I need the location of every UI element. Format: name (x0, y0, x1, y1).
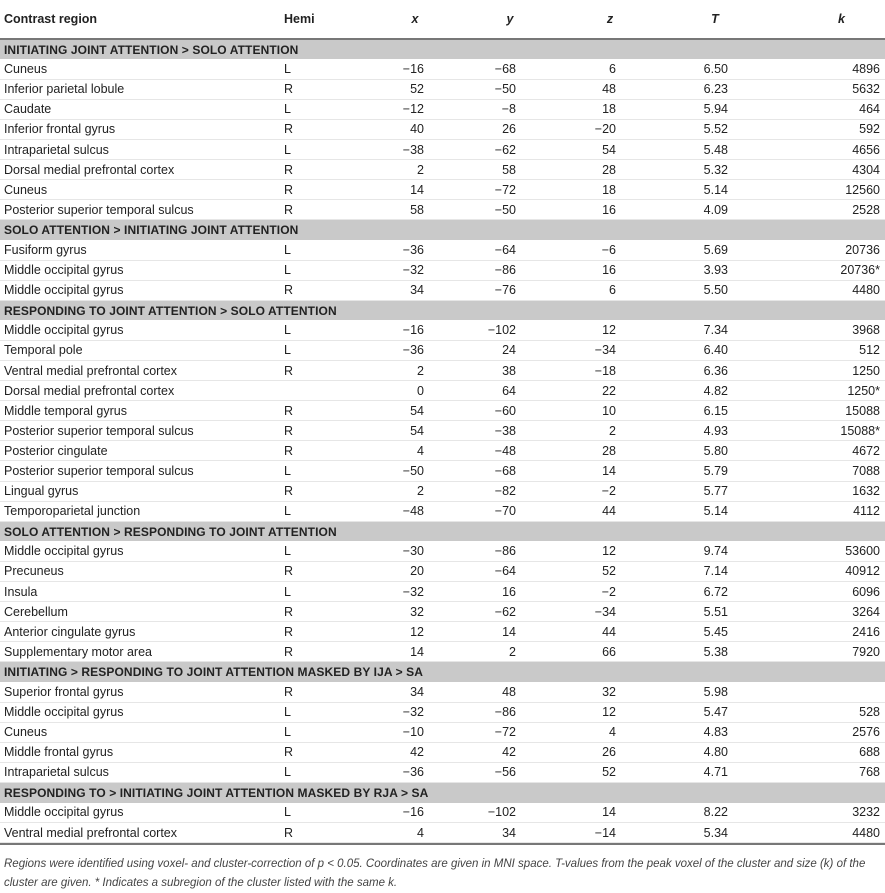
hemi-cell: L (280, 541, 370, 561)
section-title: RESPONDING TO > INITIATING JOINT ATTENTION MASKED BY RJA > SA (0, 782, 885, 802)
table-row (0, 541, 885, 561)
t-cell: 5.45 (660, 622, 770, 642)
z-cell: 12 (560, 541, 660, 561)
y-cell: −72 (460, 722, 560, 742)
x-cell: 2 (370, 160, 460, 180)
hemi-cell: R (280, 823, 370, 843)
t-cell: 6.23 (660, 79, 770, 99)
k-cell: 1250 (770, 361, 885, 381)
region-cell: Middle occipital gyrus (0, 803, 280, 823)
y-cell: −48 (460, 441, 560, 461)
t-cell: 4.83 (660, 722, 770, 742)
z-cell: 44 (560, 501, 660, 521)
z-cell: 10 (560, 401, 660, 421)
k-cell: 688 (770, 742, 885, 762)
table-row (0, 119, 885, 139)
table-row (0, 180, 885, 200)
k-cell: 40912 (770, 561, 885, 581)
table-row (0, 260, 885, 280)
k-cell: 3232 (770, 803, 885, 823)
table-row (0, 622, 885, 642)
region-cell: Fusiform gyrus (0, 240, 280, 260)
table-row (0, 461, 885, 481)
hemi-cell: R (280, 79, 370, 99)
y-cell: −50 (460, 79, 560, 99)
hemi-cell: R (280, 401, 370, 421)
k-cell: 4304 (770, 160, 885, 180)
table-row (0, 401, 885, 421)
k-cell: 3264 (770, 602, 885, 622)
table-row (0, 561, 885, 581)
hemi-cell: R (280, 602, 370, 622)
hemi-cell: R (280, 642, 370, 662)
table-row (0, 682, 885, 702)
y-cell: 2 (460, 642, 560, 662)
x-cell: −32 (370, 702, 460, 722)
region-cell: Middle occipital gyrus (0, 320, 280, 340)
y-cell: −86 (460, 702, 560, 722)
hemi-cell (280, 381, 370, 401)
hemi-cell: L (280, 722, 370, 742)
hemi-cell: R (280, 622, 370, 642)
table-row (0, 340, 885, 360)
x-cell: −10 (370, 722, 460, 742)
t-cell: 5.14 (660, 501, 770, 521)
hemi-cell: R (280, 200, 370, 220)
k-cell: 464 (770, 99, 885, 119)
y-cell: −82 (460, 481, 560, 501)
region-cell: Superior frontal gyrus (0, 682, 280, 702)
hemi-cell: L (280, 582, 370, 602)
region-cell: Posterior superior temporal sulcus (0, 421, 280, 441)
z-cell: −14 (560, 823, 660, 843)
x-cell: −36 (370, 240, 460, 260)
hemi-cell: L (280, 99, 370, 119)
y-cell: 34 (460, 823, 560, 843)
k-cell: 2528 (770, 200, 885, 220)
t-cell: 5.51 (660, 602, 770, 622)
t-cell: 5.38 (660, 642, 770, 662)
y-cell: 24 (460, 340, 560, 360)
z-cell: −2 (560, 481, 660, 501)
t-cell: 5.52 (660, 119, 770, 139)
t-cell: 5.79 (660, 461, 770, 481)
table-row (0, 441, 885, 461)
region-cell: Anterior cingulate gyrus (0, 622, 280, 642)
t-cell: 7.14 (660, 561, 770, 581)
y-cell: −38 (460, 421, 560, 441)
hemi-cell: R (280, 280, 370, 300)
x-cell: 34 (370, 280, 460, 300)
t-cell: 3.93 (660, 260, 770, 280)
header-t: T (660, 0, 770, 39)
y-cell: −86 (460, 541, 560, 561)
k-cell: 2416 (770, 622, 885, 642)
header-hemi: Hemi (280, 0, 370, 39)
hemi-cell: R (280, 561, 370, 581)
region-cell: Posterior superior temporal sulcus (0, 461, 280, 481)
t-cell: 6.36 (660, 361, 770, 381)
section-title: INITIATING JOINT ATTENTION > SOLO ATTENTION (0, 39, 885, 59)
hemi-cell: L (280, 762, 370, 782)
x-cell: 14 (370, 180, 460, 200)
z-cell: 28 (560, 441, 660, 461)
y-cell: −86 (460, 260, 560, 280)
section-title: SOLO ATTENTION > INITIATING JOINT ATTENTION (0, 220, 885, 240)
z-cell: 14 (560, 803, 660, 823)
region-cell: Middle frontal gyrus (0, 742, 280, 762)
z-cell: −6 (560, 240, 660, 260)
k-cell: 7920 (770, 642, 885, 662)
t-cell: 5.47 (660, 702, 770, 722)
x-cell: 20 (370, 561, 460, 581)
y-cell: 14 (460, 622, 560, 642)
t-cell: 4.71 (660, 762, 770, 782)
table-footnote: Regions were identified using voxel- and cluster-correction of p < 0.05. Coordinates are given in MNI space. T-values from the peak voxel of the cluster and size (k) of the cluster are given. * Indicates a subregion of the cluster listed with the same k. (0, 843, 885, 893)
t-cell: 9.74 (660, 541, 770, 561)
z-cell: −18 (560, 361, 660, 381)
z-cell: 22 (560, 381, 660, 401)
region-cell: Caudate (0, 99, 280, 119)
table-row (0, 501, 885, 521)
t-cell: 4.93 (660, 421, 770, 441)
z-cell: 66 (560, 642, 660, 662)
table-row (0, 320, 885, 340)
k-cell: 592 (770, 119, 885, 139)
table-row (0, 722, 885, 742)
header-z: z (560, 0, 660, 39)
hemi-cell: L (280, 702, 370, 722)
k-cell: 6096 (770, 582, 885, 602)
header-x: x (370, 0, 460, 39)
k-cell: 20736* (770, 260, 885, 280)
z-cell: 12 (560, 702, 660, 722)
region-cell: Insula (0, 582, 280, 602)
x-cell: 12 (370, 622, 460, 642)
t-cell: 4.80 (660, 742, 770, 762)
t-cell: 5.14 (660, 180, 770, 200)
t-cell: 7.34 (660, 320, 770, 340)
y-cell: −72 (460, 180, 560, 200)
z-cell: 12 (560, 320, 660, 340)
hemi-cell: L (280, 139, 370, 159)
x-cell: −16 (370, 803, 460, 823)
x-cell: −32 (370, 260, 460, 280)
t-cell: 5.94 (660, 99, 770, 119)
hemi-cell: L (280, 803, 370, 823)
hemi-cell: R (280, 160, 370, 180)
z-cell: 14 (560, 461, 660, 481)
x-cell: −48 (370, 501, 460, 521)
y-cell: −60 (460, 401, 560, 421)
k-cell: 5632 (770, 79, 885, 99)
k-cell: 4896 (770, 59, 885, 79)
region-cell: Cuneus (0, 722, 280, 742)
region-cell: Posterior cingulate (0, 441, 280, 461)
header-contrast-region: Contrast region (0, 0, 280, 39)
k-cell: 12560 (770, 180, 885, 200)
hemi-cell: R (280, 421, 370, 441)
table-body (0, 39, 885, 843)
k-cell: 4480 (770, 280, 885, 300)
section-header-row (0, 782, 885, 802)
hemi-cell: R (280, 361, 370, 381)
x-cell: −36 (370, 762, 460, 782)
x-cell: −32 (370, 582, 460, 602)
table-row (0, 139, 885, 159)
z-cell: 16 (560, 200, 660, 220)
k-cell: 768 (770, 762, 885, 782)
section-title: INITIATING > RESPONDING TO JOINT ATTENTION MASKED BY IJA > SA (0, 662, 885, 682)
k-cell: 53600 (770, 541, 885, 561)
y-cell: −50 (460, 200, 560, 220)
t-cell: 6.40 (660, 340, 770, 360)
table-row (0, 79, 885, 99)
y-cell: −8 (460, 99, 560, 119)
x-cell: 58 (370, 200, 460, 220)
k-cell: 3968 (770, 320, 885, 340)
x-cell: −30 (370, 541, 460, 561)
region-cell: Temporoparietal junction (0, 501, 280, 521)
header-row (0, 0, 885, 39)
region-cell: Middle occipital gyrus (0, 260, 280, 280)
z-cell: 16 (560, 260, 660, 280)
section-header-row (0, 521, 885, 541)
hemi-cell: R (280, 119, 370, 139)
t-cell: 5.69 (660, 240, 770, 260)
y-cell: −70 (460, 501, 560, 521)
region-cell: Supplementary motor area (0, 642, 280, 662)
region-cell: Ventral medial prefrontal cortex (0, 361, 280, 381)
t-cell: 6.72 (660, 582, 770, 602)
y-cell: 16 (460, 582, 560, 602)
region-cell: Intraparietal sulcus (0, 139, 280, 159)
table-row (0, 200, 885, 220)
section-header-row (0, 39, 885, 59)
region-cell: Precuneus (0, 561, 280, 581)
section-header-row (0, 662, 885, 682)
hemi-cell: L (280, 240, 370, 260)
z-cell: −2 (560, 582, 660, 602)
y-cell: −64 (460, 561, 560, 581)
k-cell: 2576 (770, 722, 885, 742)
y-cell: −68 (460, 461, 560, 481)
x-cell: 54 (370, 401, 460, 421)
section-header-row (0, 300, 885, 320)
y-cell: −62 (460, 139, 560, 159)
y-cell: 42 (460, 742, 560, 762)
table-row (0, 160, 885, 180)
y-cell: 64 (460, 381, 560, 401)
hemi-cell: R (280, 481, 370, 501)
z-cell: 44 (560, 622, 660, 642)
y-cell: −62 (460, 602, 560, 622)
z-cell: 26 (560, 742, 660, 762)
hemi-cell: L (280, 340, 370, 360)
hemi-cell: L (280, 59, 370, 79)
y-cell: −102 (460, 803, 560, 823)
region-cell: Posterior superior temporal sulcus (0, 200, 280, 220)
k-cell (770, 682, 885, 702)
t-cell: 8.22 (660, 803, 770, 823)
k-cell: 528 (770, 702, 885, 722)
x-cell: 52 (370, 79, 460, 99)
section-header-row (0, 220, 885, 240)
y-cell: −64 (460, 240, 560, 260)
header-k: k (770, 0, 885, 39)
t-cell: 5.50 (660, 280, 770, 300)
z-cell: −20 (560, 119, 660, 139)
x-cell: −36 (370, 340, 460, 360)
table-row (0, 742, 885, 762)
k-cell: 4112 (770, 501, 885, 521)
region-cell: Inferior frontal gyrus (0, 119, 280, 139)
z-cell: 4 (560, 722, 660, 742)
z-cell: −34 (560, 602, 660, 622)
z-cell: 48 (560, 79, 660, 99)
x-cell: 4 (370, 823, 460, 843)
k-cell: 512 (770, 340, 885, 360)
table-row (0, 59, 885, 79)
region-cell: Lingual gyrus (0, 481, 280, 501)
table-row (0, 702, 885, 722)
y-cell: −76 (460, 280, 560, 300)
t-cell: 5.32 (660, 160, 770, 180)
z-cell: 18 (560, 99, 660, 119)
t-cell: 5.48 (660, 139, 770, 159)
region-cell: Temporal pole (0, 340, 280, 360)
z-cell: 2 (560, 421, 660, 441)
y-cell: −102 (460, 320, 560, 340)
x-cell: −50 (370, 461, 460, 481)
table-row (0, 99, 885, 119)
section-title: RESPONDING TO JOINT ATTENTION > SOLO ATTENTION (0, 300, 885, 320)
hemi-cell: R (280, 742, 370, 762)
x-cell: 2 (370, 481, 460, 501)
x-cell: 14 (370, 642, 460, 662)
y-cell: 58 (460, 160, 560, 180)
region-cell: Ventral medial prefrontal cortex (0, 823, 280, 843)
x-cell: 54 (370, 421, 460, 441)
k-cell: 1632 (770, 481, 885, 501)
t-cell: 6.15 (660, 401, 770, 421)
region-cell: Cuneus (0, 180, 280, 200)
k-cell: 7088 (770, 461, 885, 481)
x-cell: −12 (370, 99, 460, 119)
t-cell: 5.34 (660, 823, 770, 843)
k-cell: 15088 (770, 401, 885, 421)
table-row (0, 582, 885, 602)
t-cell: 5.80 (660, 441, 770, 461)
table-row (0, 762, 885, 782)
table-row (0, 481, 885, 501)
hemi-cell: L (280, 260, 370, 280)
region-cell: Middle temporal gyrus (0, 401, 280, 421)
z-cell: 6 (560, 59, 660, 79)
header-y: y (460, 0, 560, 39)
region-cell: Middle occipital gyrus (0, 702, 280, 722)
hemi-cell: L (280, 320, 370, 340)
t-cell: 6.50 (660, 59, 770, 79)
x-cell: 32 (370, 602, 460, 622)
x-cell: 0 (370, 381, 460, 401)
table-row (0, 642, 885, 662)
x-cell: 2 (370, 361, 460, 381)
z-cell: −34 (560, 340, 660, 360)
z-cell: 6 (560, 280, 660, 300)
table-row (0, 803, 885, 823)
t-cell: 4.82 (660, 381, 770, 401)
table-row (0, 381, 885, 401)
region-cell: Cerebellum (0, 602, 280, 622)
k-cell: 4480 (770, 823, 885, 843)
section-title: SOLO ATTENTION > RESPONDING TO JOINT ATTENTION (0, 521, 885, 541)
x-cell: −16 (370, 320, 460, 340)
hemi-cell: L (280, 501, 370, 521)
table-row (0, 361, 885, 381)
region-cell: Intraparietal sulcus (0, 762, 280, 782)
table-row (0, 421, 885, 441)
k-cell: 4672 (770, 441, 885, 461)
region-cell: Middle occipital gyrus (0, 541, 280, 561)
k-cell: 15088* (770, 421, 885, 441)
k-cell: 4656 (770, 139, 885, 159)
k-cell: 1250* (770, 381, 885, 401)
t-cell: 4.09 (660, 200, 770, 220)
hemi-cell: R (280, 682, 370, 702)
x-cell: −16 (370, 59, 460, 79)
k-cell: 20736 (770, 240, 885, 260)
y-cell: 38 (460, 361, 560, 381)
table-row (0, 602, 885, 622)
y-cell: 26 (460, 119, 560, 139)
z-cell: 28 (560, 160, 660, 180)
table-row (0, 280, 885, 300)
hemi-cell: L (280, 461, 370, 481)
region-cell: Dorsal medial prefrontal cortex (0, 381, 280, 401)
region-cell: Dorsal medial prefrontal cortex (0, 160, 280, 180)
region-cell: Inferior parietal lobule (0, 79, 280, 99)
z-cell: 32 (560, 682, 660, 702)
z-cell: 54 (560, 139, 660, 159)
x-cell: 42 (370, 742, 460, 762)
x-cell: 40 (370, 119, 460, 139)
x-cell: 34 (370, 682, 460, 702)
region-cell: Cuneus (0, 59, 280, 79)
y-cell: −68 (460, 59, 560, 79)
z-cell: 52 (560, 561, 660, 581)
x-cell: −38 (370, 139, 460, 159)
t-cell: 5.77 (660, 481, 770, 501)
region-cell: Middle occipital gyrus (0, 280, 280, 300)
hemi-cell: R (280, 441, 370, 461)
y-cell: 48 (460, 682, 560, 702)
z-cell: 18 (560, 180, 660, 200)
t-cell: 5.98 (660, 682, 770, 702)
table-row (0, 240, 885, 260)
table-row (0, 823, 885, 843)
z-cell: 52 (560, 762, 660, 782)
y-cell: −56 (460, 762, 560, 782)
x-cell: 4 (370, 441, 460, 461)
hemi-cell: R (280, 180, 370, 200)
